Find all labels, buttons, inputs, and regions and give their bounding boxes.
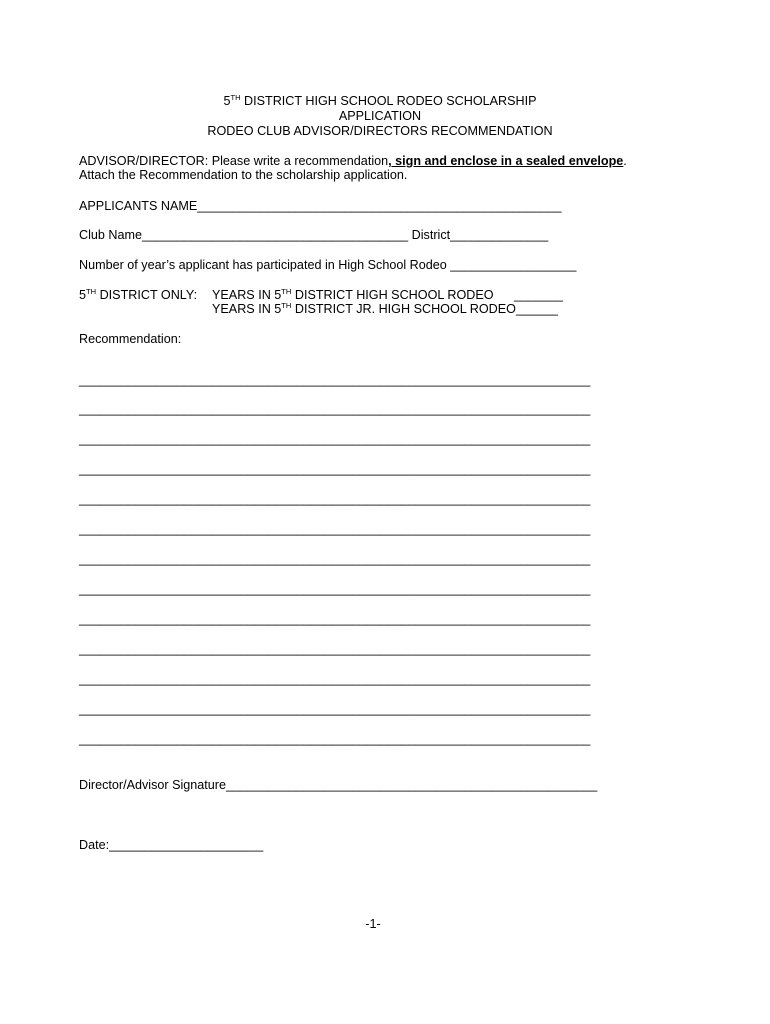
recommendation-line[interactable]: _________________________________________________________________________ [79, 402, 591, 416]
recommendation-line[interactable]: _________________________________________________________________________ [79, 672, 591, 686]
recommendation-line[interactable]: _________________________________________________________________________ [79, 582, 591, 596]
jr-hs-rodeo-years-text: YEARS IN 5 [212, 302, 282, 316]
signature-row [79, 778, 597, 792]
title-line-1 [0, 94, 760, 108]
recommendation-line[interactable]: _________________________________________________________________________ [79, 612, 591, 626]
attach-instruction: Attach the Recommendation to the scholarship application. [79, 168, 408, 182]
instructions-line [79, 154, 627, 168]
recommendation-line[interactable]: _________________________________________________________________________ [79, 552, 591, 566]
recommendation-line[interactable]: _________________________________________________________________________ [79, 522, 591, 536]
applicant-name-row [79, 199, 562, 213]
title-line-3: RODEO CLUB ADVISOR/DIRECTORS RECOMMENDATION [207, 124, 553, 138]
recommendation-line[interactable]: _________________________________________________________________________ [79, 373, 591, 387]
title-scholarship-name: DISTRICT HIGH SCHOOL RODEO SCHOLARSHIP [240, 94, 537, 108]
club-name-field[interactable]: ______________________________________ [142, 228, 409, 242]
date-label: Date: [79, 838, 110, 852]
fifth-district-only-label [79, 288, 197, 302]
recommendation-line[interactable]: _________________________________________________________________________ [79, 702, 591, 716]
recommendation-line[interactable]: _________________________________________________________________________ [79, 462, 591, 476]
years-participated-label: Number of year’s applicant has participated in High School Rodeo [79, 258, 447, 272]
fifth-district-number: 5 [79, 288, 87, 302]
recommendation-line[interactable]: _________________________________________________________________________ [79, 492, 591, 506]
jr-hs-rodeo-years-row [212, 302, 558, 316]
title-district-number: 5 [223, 94, 231, 108]
district-field[interactable]: ______________ [450, 228, 549, 242]
hs-rodeo-years-label [212, 288, 494, 302]
recommendation-line[interactable]: _________________________________________________________________________ [79, 732, 591, 746]
hs-rodeo-years-text: YEARS IN 5 [212, 288, 282, 302]
page-number: -1- [365, 917, 381, 931]
fifth-district-ordinal-suffix: TH [86, 287, 97, 297]
date-field[interactable]: ______________________ [109, 838, 264, 852]
hs-rodeo-years-rest: DISTRICT HIGH SCHOOL RODEO [291, 288, 494, 302]
instructions-period: . [623, 154, 627, 168]
jr-hs-rodeo-years-rest: DISTRICT JR. HIGH SCHOOL RODEO [291, 302, 516, 316]
instructions-text: ADVISOR/DIRECTOR: Please write a recommendation [79, 154, 389, 168]
instructions-emphasis: , sign and enclose in a sealed envelope [388, 154, 624, 168]
signature-label: Director/Advisor Signature [79, 778, 226, 792]
signature-field[interactable]: _____________________________________________________ [226, 778, 598, 792]
date-row [79, 838, 263, 852]
district-label: District [411, 228, 451, 242]
hs-rodeo-ordinal-suffix: TH [281, 287, 292, 297]
jr-hs-rodeo-years-field[interactable]: ______ [515, 302, 558, 316]
fifth-district-only-text: DISTRICT ONLY: [96, 288, 198, 302]
title-line-2: APPLICATION [338, 109, 422, 123]
hs-rodeo-years-field[interactable]: _______ [514, 288, 564, 302]
years-participated-field[interactable]: __________________ [450, 258, 577, 272]
club-name-label: Club Name [79, 228, 142, 242]
years-participated-row [79, 258, 576, 272]
recommendation-label: Recommendation: [79, 332, 182, 346]
jr-hs-rodeo-ordinal-suffix: TH [281, 301, 292, 311]
recommendation-line[interactable]: _________________________________________________________________________ [79, 432, 591, 446]
recommendation-line[interactable]: _________________________________________________________________________ [79, 642, 591, 656]
applicant-name-field[interactable]: ____________________________________________________ [197, 199, 562, 213]
club-district-row [79, 228, 548, 242]
applicant-name-label: APPLICANTS NAME [79, 199, 198, 213]
title-ordinal-suffix: TH [230, 93, 241, 103]
